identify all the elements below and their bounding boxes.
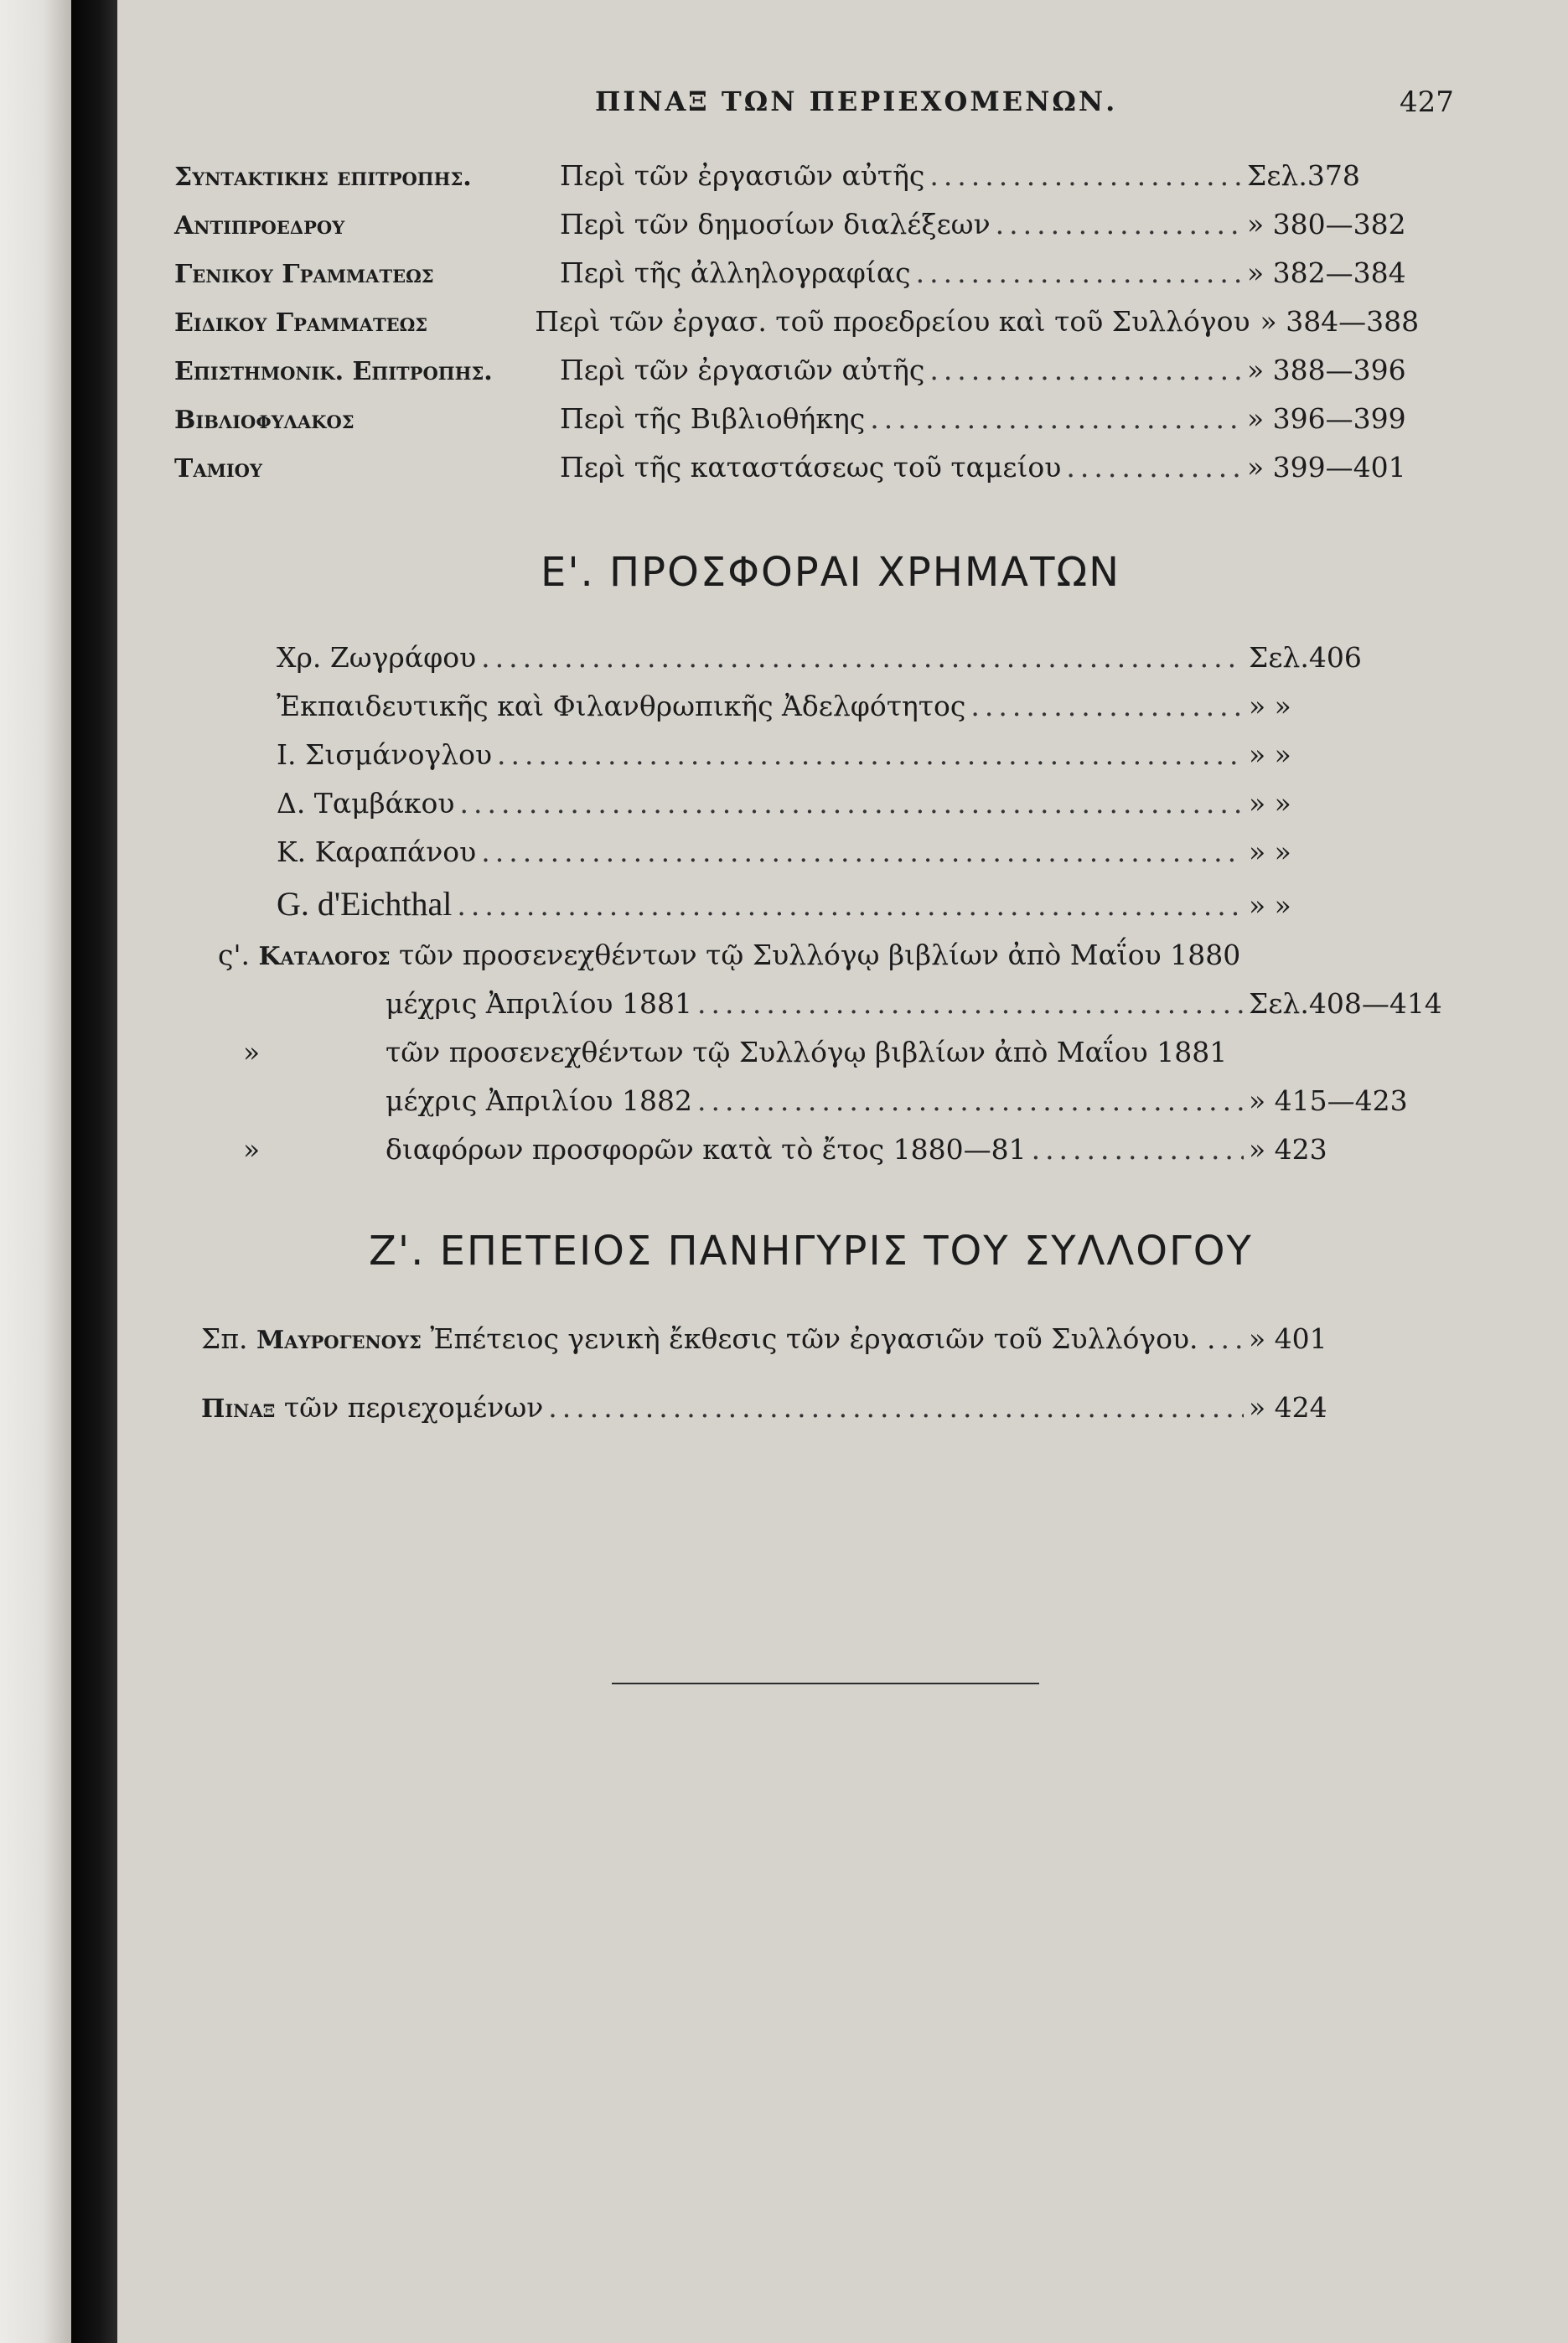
catalogue-line: τῶν προσενεχθέντων τῷ Συλλόγῳ βιβλίων ἀπὸ Μαΐου 1881 [386, 1036, 1228, 1068]
toc-entry: Δ. Ταμβάκου ..... » » [277, 787, 1450, 820]
toc-entry: Σπ. Μαυρογενους Ἐπέτειος γενικὴ ἔκθεσις τῶν ἐργασιῶν τοῦ Συλλόγου. . ..... » 401 [201, 1322, 1450, 1355]
page-edge [0, 0, 71, 2343]
toc-entry: Επιστημονικ. Επιτροπης. Περὶ τῶν ἐργασιῶν αὐτῆς ..... » 388—396 [174, 354, 1448, 386]
running-head: ΠΙΝΑΞ ΤΩΝ ΠΕΡΙΕΧΟΜΕΝΩΝ. [595, 85, 1118, 117]
toc-entry: Ταμιου Περὶ τῆς καταστάσεως τοῦ ταμείου ..... » 399—401 [174, 451, 1448, 484]
toc-entry: Ι. Σισμάνογλου ..... » » [277, 738, 1450, 771]
page-number: 427 [1400, 85, 1454, 119]
catalogue-heading: ς'. Καταλογος τῶν προσενεχθέντων τῷ Συλλόγῳ βιβλίων ἀπὸ Μαΐου 1880 [218, 939, 1241, 971]
catalogue-ditto: » [243, 1133, 261, 1166]
toc-entry: G. d'Eichthal ..... » » [277, 884, 1450, 923]
toc-entry: μέχρις Ἀπριλίου 1881 ..... Σελ.408—414 [386, 987, 1450, 1020]
toc-entry: Βιβλιοφυλακος Περὶ τῆς Βιβλιοθήκης ..... » 396—399 [174, 402, 1448, 435]
toc-entry: Χρ. Ζωγράφου ..... Σελ.406 [277, 641, 1450, 674]
toc-entry: Γενικου Γραμματεως Περὶ τῆς ἀλληλογραφίας ..... » 382—384 [174, 256, 1448, 289]
toc-entry: Ειδικου Γραμματεως Περὶ τῶν ἐργασ. τοῦ προεδρείου καὶ τοῦ Συλλόγου » 384—388 [174, 305, 1420, 338]
binding-shadow [71, 0, 117, 2343]
document-page [117, 0, 1568, 2343]
section-title-z: Ζ'. ΕΠΕΤΕΙΟΣ ΠΑΝΗΓΥΡΙΣ ΤΟΥ ΣΥΛΛΟΓΟΥ [369, 1228, 1253, 1275]
toc-entry: Κ. Καραπάνου ..... » » [277, 835, 1450, 868]
catalogue-ditto: » [243, 1036, 261, 1068]
toc-entry: Αντιπροεδρου Περὶ τῶν δημοσίων διαλέξεων ..... » 380—382 [174, 208, 1448, 241]
toc-entry: Πιναξ τῶν περιεχομένων ..... » 424 [201, 1391, 1450, 1424]
toc-entry: Συντακτικης επιτροπης. Περὶ τῶν ἐργασιῶν αὐτῆς ..... Σελ.378 [174, 159, 1448, 192]
toc-entry: μέχρις Ἀπριλίου 1882 ..... » 415—423 [386, 1084, 1450, 1117]
toc-entry: διαφόρων προσφορῶν κατὰ τὸ ἔτος 1880—81 ..... » 423 [386, 1133, 1450, 1166]
toc-entry: Ἐκπαιδευτικῆς καὶ Φιλανθρωπικῆς Ἀδελφότητος ..... » » [277, 690, 1450, 722]
closing-rule [612, 1683, 1039, 1684]
section-title-e: Ε'. ΠΡΟΣΦΟΡΑΙ ΧΡΗΜΑΤΩΝ [541, 549, 1121, 596]
